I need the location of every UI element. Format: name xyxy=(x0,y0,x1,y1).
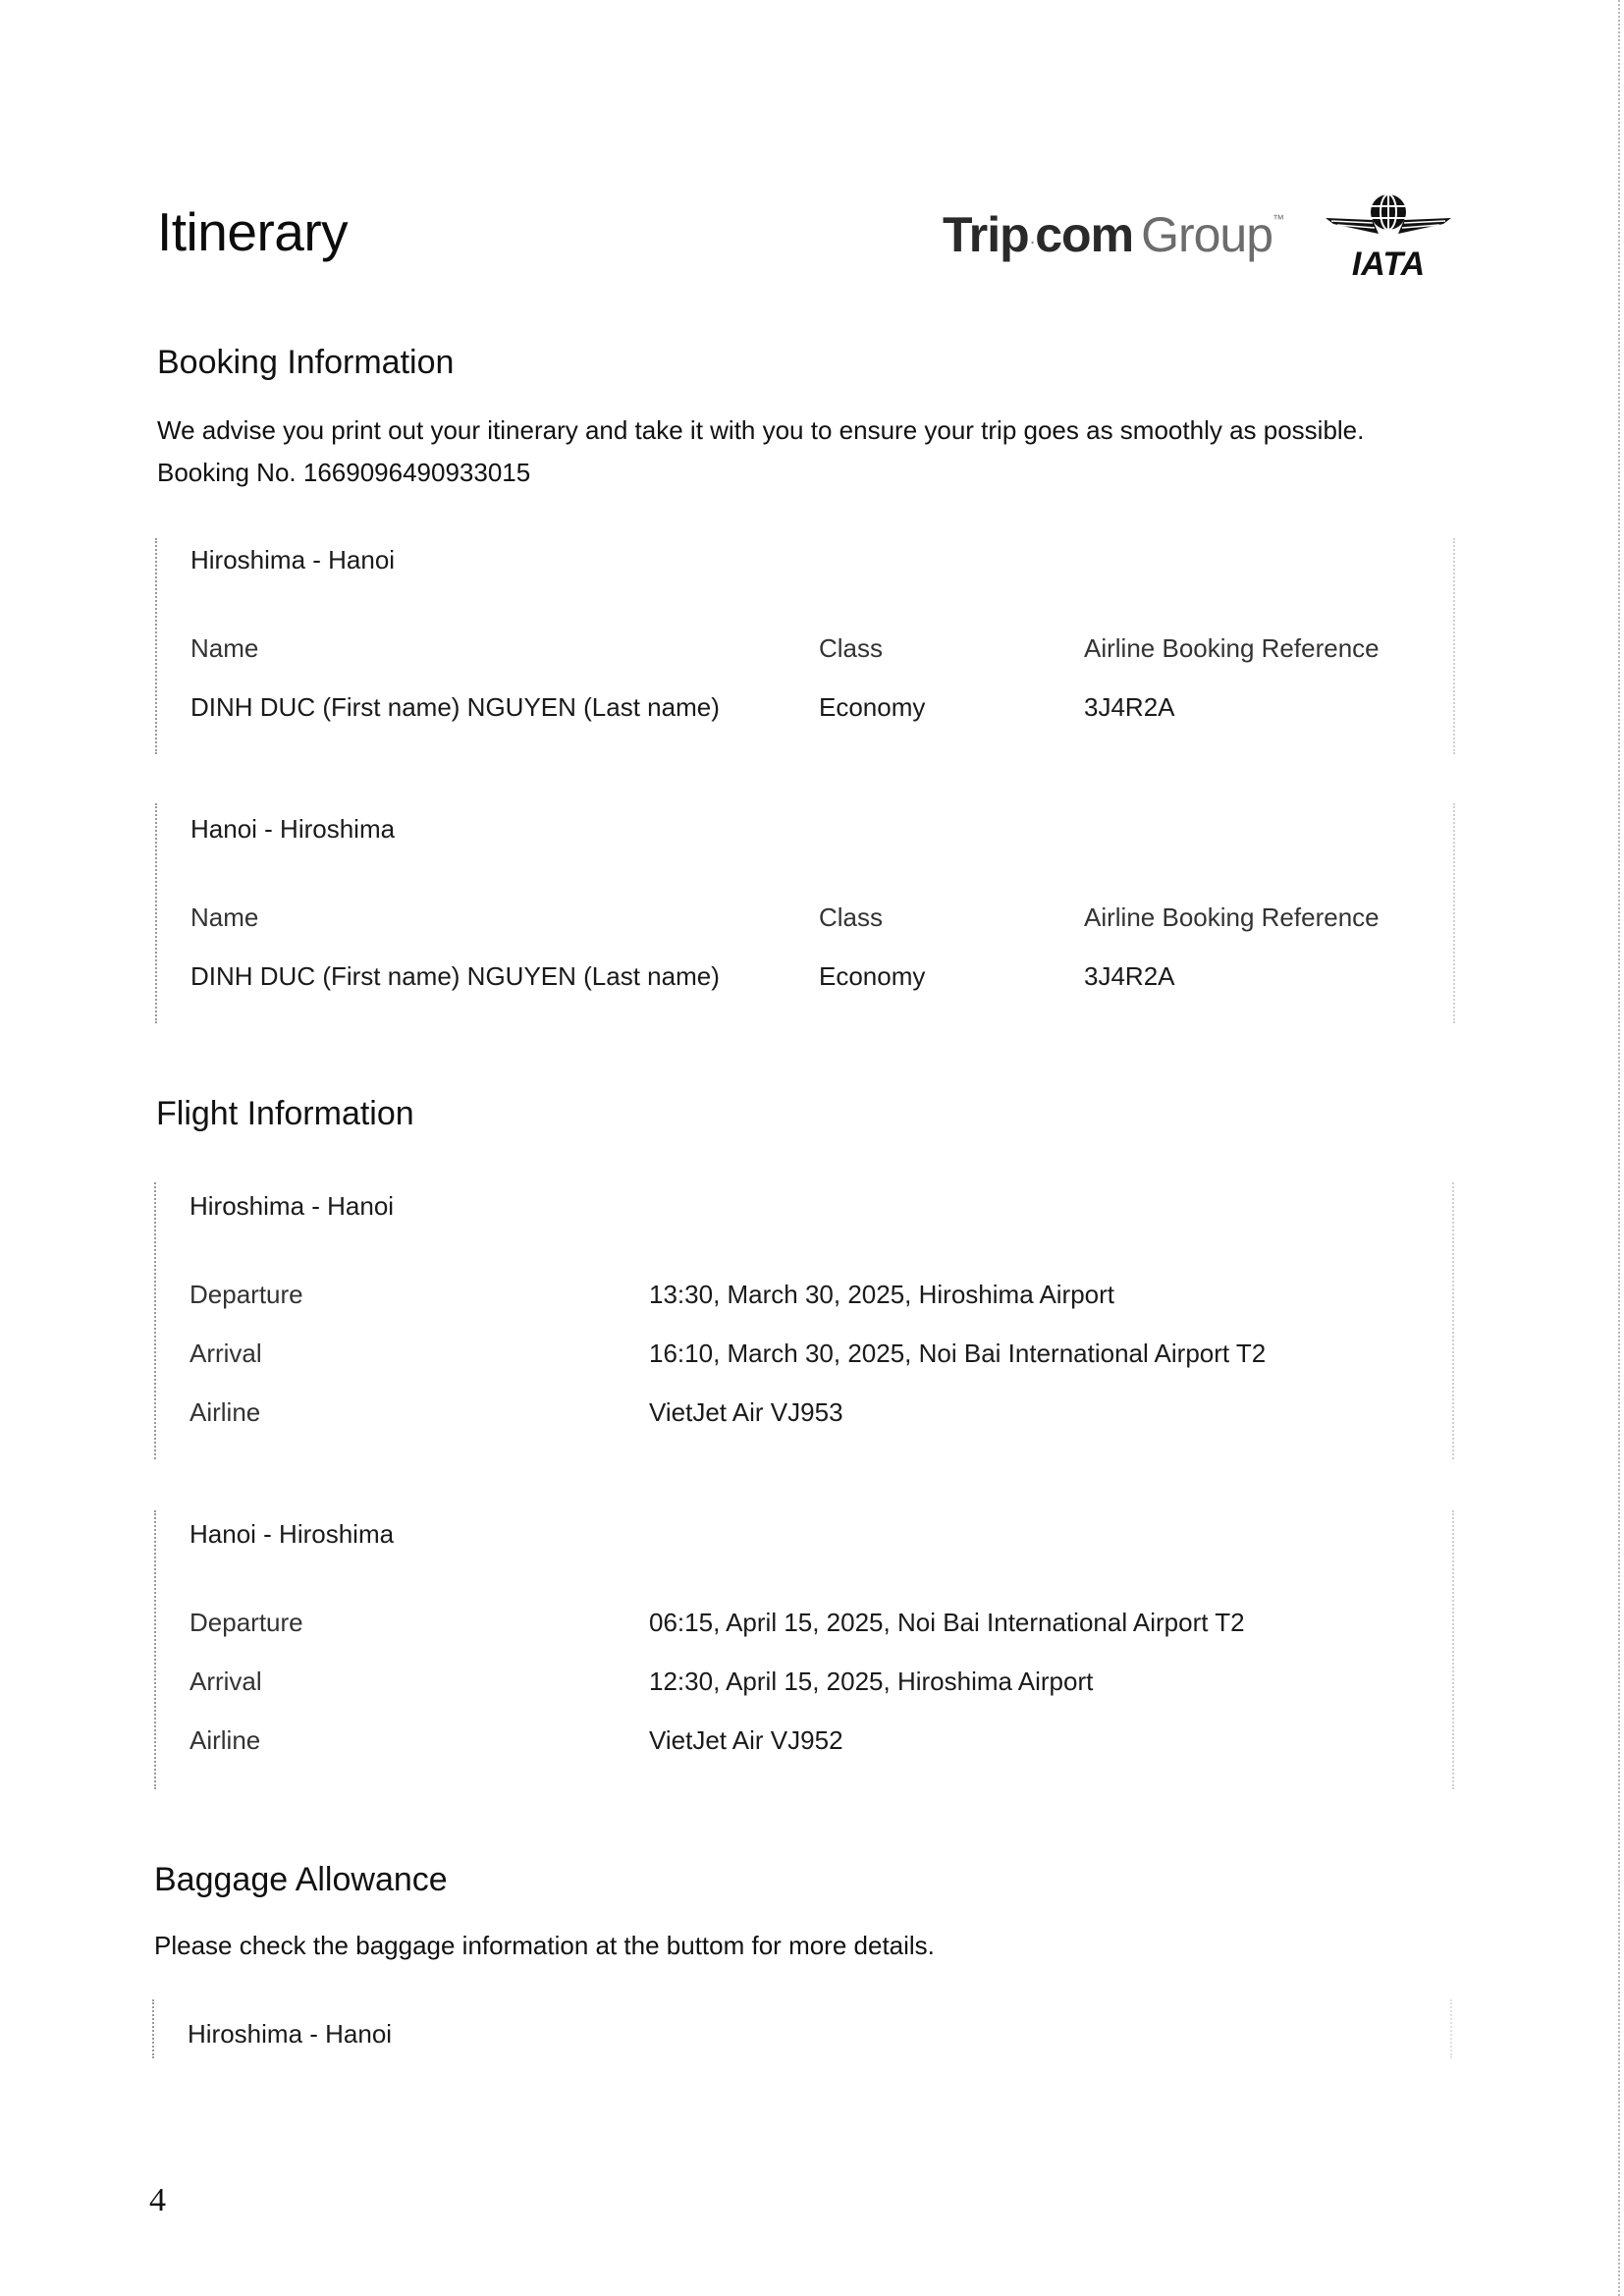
flight-segment-card xyxy=(154,1182,1454,1459)
booking-segment-card xyxy=(155,803,1455,1023)
tripcom-group-logo xyxy=(943,206,1283,263)
airline-booking-reference: 3J4R2A xyxy=(1084,961,1175,991)
passenger-name: DINH DUC (First name) NGUYEN (Last name) xyxy=(190,692,720,722)
iata-logo-text: IATA xyxy=(1351,246,1426,281)
airline-label: Airline xyxy=(189,1725,261,1755)
name-column-header: Name xyxy=(190,633,259,663)
class-column-header: Class xyxy=(819,902,884,932)
airline-booking-reference: 3J4R2A xyxy=(1084,692,1175,722)
flight-segment-route: Hiroshima - Hanoi xyxy=(189,1191,395,1221)
booking-number: Booking No. 1669096490933015 xyxy=(157,458,531,487)
flight-segment-route: Hanoi - Hiroshima xyxy=(189,1519,395,1549)
page-title: Itinerary xyxy=(157,201,349,262)
logo-area xyxy=(943,191,1453,279)
page-edge-divider xyxy=(1618,0,1620,2296)
name-column-header: Name xyxy=(190,902,259,932)
cabin-class: Economy xyxy=(819,692,926,722)
booking-segment-route: Hiroshima - Hanoi xyxy=(190,545,396,574)
reference-column-header: Airline Booking Reference xyxy=(1084,633,1380,663)
class-column-header: Class xyxy=(819,633,884,663)
departure-value: 06:15, April 15, 2025, Noi Bai International Airport T2 xyxy=(649,1608,1245,1637)
departure-label: Departure xyxy=(189,1608,303,1637)
tripcom-logo-trip: Trip xyxy=(943,207,1029,262)
iata-logo-icon xyxy=(1324,191,1453,281)
page-number: 4 xyxy=(149,2182,166,2218)
baggage-note: Please check the baggage information at the buttom for more details. xyxy=(154,1931,935,1960)
departure-value: 13:30, March 30, 2025, Hiroshima Airport xyxy=(649,1280,1115,1309)
booking-segment-card xyxy=(155,538,1455,754)
departure-label: Departure xyxy=(189,1280,303,1309)
tripcom-logo-com: com xyxy=(1035,207,1134,262)
reference-column-header: Airline Booking Reference xyxy=(1084,902,1380,932)
itinerary-advice-text: We advise you print out your itinerary and take it with you to ensure your trip goes as smoothly as possible. xyxy=(157,415,1365,445)
airline-flight-value: VietJet Air VJ952 xyxy=(649,1725,843,1755)
passenger-name: DINH DUC (First name) NGUYEN (Last name) xyxy=(190,961,720,991)
arrival-label: Arrival xyxy=(189,1339,262,1368)
booking-information-heading: Booking Information xyxy=(157,344,455,381)
arrival-value: 12:30, April 15, 2025, Hiroshima Airport xyxy=(649,1667,1094,1696)
arrival-label: Arrival xyxy=(189,1667,262,1696)
trademark-mark: ™ xyxy=(1272,212,1284,226)
airline-label: Airline xyxy=(189,1397,261,1427)
tripcom-logo-dot: . xyxy=(1029,227,1035,249)
flight-information-heading: Flight Information xyxy=(156,1095,414,1132)
airline-flight-value: VietJet Air VJ953 xyxy=(649,1397,843,1427)
cabin-class: Economy xyxy=(819,961,926,991)
baggage-allowance-heading: Baggage Allowance xyxy=(154,1861,448,1898)
tripcom-logo-group: Group xyxy=(1141,207,1273,262)
baggage-segment-route: Hiroshima - Hanoi xyxy=(188,2019,393,2049)
flight-segment-card xyxy=(154,1510,1454,1789)
booking-segment-route: Hanoi - Hiroshima xyxy=(190,814,396,844)
baggage-segment-card xyxy=(152,1999,1452,2058)
arrival-value: 16:10, March 30, 2025, Noi Bai International Airport T2 xyxy=(649,1339,1267,1368)
